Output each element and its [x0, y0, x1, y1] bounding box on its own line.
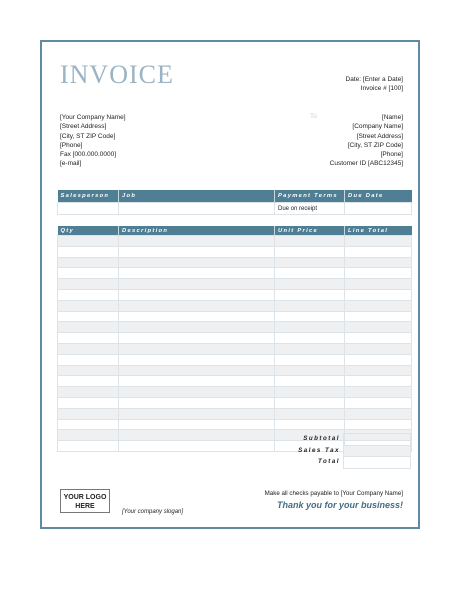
items-header-row: [58, 226, 412, 236]
qty-cell[interactable]: [58, 236, 119, 247]
due-date-cell[interactable]: [345, 203, 412, 215]
header-description: Description: [119, 226, 275, 236]
unit-price-cell[interactable]: [275, 333, 345, 344]
item-row: [58, 333, 412, 344]
line-total-cell[interactable]: [345, 268, 412, 279]
line-items-table: [57, 226, 412, 452]
unit-price-cell[interactable]: [275, 354, 345, 365]
item-row: [58, 343, 412, 354]
item-row: [58, 289, 412, 300]
line-total-cell[interactable]: [345, 246, 412, 257]
sales-tax-row: [57, 445, 411, 457]
unit-price-cell[interactable]: [275, 300, 345, 311]
description-cell[interactable]: [119, 343, 275, 354]
sender-email[interactable]: [e-mail]: [60, 160, 82, 168]
line-total-cell[interactable]: [345, 408, 412, 419]
subtotal-label: Subtotal: [303, 435, 340, 442]
sender-street[interactable]: [Street Address]: [60, 123, 107, 131]
item-row: [58, 236, 412, 247]
header-salesperson: Salesperson: [58, 190, 119, 203]
invoice-number[interactable]: Invoice # [100]: [360, 85, 403, 92]
header-qty: Qty: [58, 226, 119, 236]
sender-phone[interactable]: [Phone]: [60, 141, 83, 149]
customer-id[interactable]: Customer ID [ABC12345]: [329, 160, 403, 168]
invoice-title: INVOICE: [60, 60, 174, 89]
qty-cell[interactable]: [58, 387, 119, 398]
line-total-cell[interactable]: [345, 257, 412, 268]
item-row: [58, 246, 412, 257]
description-cell[interactable]: [119, 365, 275, 376]
description-cell[interactable]: [119, 246, 275, 257]
sender-address: [60, 113, 126, 169]
job-cell[interactable]: [119, 203, 275, 215]
description-cell[interactable]: [119, 333, 275, 344]
qty-cell[interactable]: [58, 419, 119, 430]
total-value[interactable]: [343, 456, 411, 469]
thank-you-message: Thank you for your business!: [276, 500, 403, 510]
invoice-meta: [346, 75, 403, 93]
qty-cell[interactable]: [58, 311, 119, 322]
recipient-street[interactable]: [Street Address]: [356, 132, 403, 140]
total-label: Total: [317, 458, 340, 465]
salesperson-cell[interactable]: [58, 203, 119, 215]
recipient-name[interactable]: [Name]: [382, 114, 403, 121]
description-cell[interactable]: [119, 311, 275, 322]
qty-cell[interactable]: [58, 397, 119, 408]
description-cell[interactable]: [119, 268, 275, 279]
header-due-date: Due Date: [345, 190, 412, 203]
line-total-cell[interactable]: [345, 279, 412, 290]
unit-price-cell[interactable]: [275, 387, 345, 398]
unit-price-cell[interactable]: [275, 419, 345, 430]
unit-price-cell[interactable]: [275, 376, 345, 387]
items-body: [58, 236, 412, 452]
sender-company[interactable]: [Your Company Name]: [60, 114, 126, 121]
qty-cell[interactable]: [58, 268, 119, 279]
unit-price-cell[interactable]: [275, 343, 345, 354]
unit-price-cell[interactable]: [275, 246, 345, 257]
header-line-total: Line Total: [345, 226, 412, 236]
unit-price-cell[interactable]: [275, 365, 345, 376]
line-total-cell[interactable]: [345, 333, 412, 344]
recipient-city[interactable]: [City, ST ZIP Code]: [347, 141, 403, 149]
line-total-cell[interactable]: [345, 419, 412, 430]
description-cell[interactable]: [119, 322, 275, 333]
description-cell[interactable]: [119, 408, 275, 419]
sender-fax[interactable]: Fax [000.000.0000]: [60, 151, 117, 159]
header-unit-price: Unit Price: [275, 226, 345, 236]
recipient-phone[interactable]: [Phone]: [380, 151, 403, 159]
item-row: [58, 279, 412, 290]
item-row: [58, 311, 412, 322]
sender-city[interactable]: [City, ST ZIP Code]: [60, 132, 116, 140]
header-payment-terms: Payment Terms: [275, 190, 345, 203]
line-total-cell[interactable]: [345, 354, 412, 365]
description-cell[interactable]: [119, 387, 275, 398]
subtotal-row: [57, 433, 411, 445]
description-cell[interactable]: [119, 279, 275, 290]
item-row: [58, 322, 412, 333]
line-total-cell[interactable]: [345, 311, 412, 322]
total-row: [57, 456, 411, 468]
unit-price-cell[interactable]: [275, 289, 345, 300]
recipient-address: [330, 113, 403, 169]
description-cell[interactable]: [119, 397, 275, 408]
order-header-row: [58, 190, 412, 203]
item-row: [58, 376, 412, 387]
qty-cell[interactable]: [58, 279, 119, 290]
line-total-cell[interactable]: [345, 300, 412, 311]
qty-cell[interactable]: [58, 257, 119, 268]
item-row: [58, 257, 412, 268]
qty-cell[interactable]: [58, 365, 119, 376]
header-job: Job: [119, 190, 275, 203]
order-info-table: [57, 190, 412, 215]
unit-price-cell[interactable]: [275, 268, 345, 279]
line-total-cell[interactable]: [345, 322, 412, 333]
qty-cell[interactable]: [58, 322, 119, 333]
description-cell[interactable]: [119, 354, 275, 365]
line-total-cell[interactable]: [345, 365, 412, 376]
item-row: [58, 408, 412, 419]
line-total-cell[interactable]: [345, 376, 412, 387]
checks-payable-note: Make all checks payable to [Your Company Name]: [264, 490, 403, 497]
to-label: To: [310, 113, 317, 120]
unit-price-cell[interactable]: [275, 236, 345, 247]
unit-price-cell[interactable]: [275, 397, 345, 408]
qty-cell[interactable]: [58, 300, 119, 311]
line-total-cell[interactable]: [345, 387, 412, 398]
recipient-company[interactable]: [Company Name]: [352, 123, 403, 131]
description-cell[interactable]: [119, 376, 275, 387]
qty-cell[interactable]: [58, 246, 119, 257]
qty-cell[interactable]: [58, 408, 119, 419]
qty-cell[interactable]: [58, 376, 119, 387]
line-total-cell[interactable]: [345, 343, 412, 354]
item-row: [58, 387, 412, 398]
qty-cell[interactable]: [58, 343, 119, 354]
qty-cell[interactable]: [58, 333, 119, 344]
unit-price-cell[interactable]: [275, 322, 345, 333]
invoice-date[interactable]: Date: [Enter a Date]: [345, 76, 403, 83]
company-slogan[interactable]: [Your company slogan]: [122, 509, 184, 515]
logo-placeholder: YOUR LOGO HERE: [60, 489, 110, 513]
line-total-cell[interactable]: [345, 289, 412, 300]
invoice-page: [40, 40, 420, 529]
unit-price-cell[interactable]: [275, 279, 345, 290]
line-total-cell[interactable]: [345, 236, 412, 247]
qty-cell[interactable]: [58, 289, 119, 300]
item-row: [58, 268, 412, 279]
unit-price-cell[interactable]: [275, 257, 345, 268]
item-row: [58, 397, 412, 408]
sales-tax-label: Sales Tax: [298, 446, 340, 454]
unit-price-cell[interactable]: [275, 311, 345, 322]
unit-price-cell[interactable]: [275, 408, 345, 419]
payment-terms-cell[interactable]: Due on receipt: [275, 203, 345, 215]
line-total-cell[interactable]: [345, 397, 412, 408]
item-row: [58, 300, 412, 311]
description-cell[interactable]: [119, 236, 275, 247]
description-cell[interactable]: [119, 300, 275, 311]
item-row: [58, 365, 412, 376]
totals-section: [57, 433, 411, 468]
description-cell[interactable]: [119, 257, 275, 268]
item-row: [58, 419, 412, 430]
qty-cell[interactable]: [58, 354, 119, 365]
description-cell[interactable]: [119, 419, 275, 430]
description-cell[interactable]: [119, 289, 275, 300]
item-row: [58, 354, 412, 365]
order-row: [58, 203, 412, 215]
